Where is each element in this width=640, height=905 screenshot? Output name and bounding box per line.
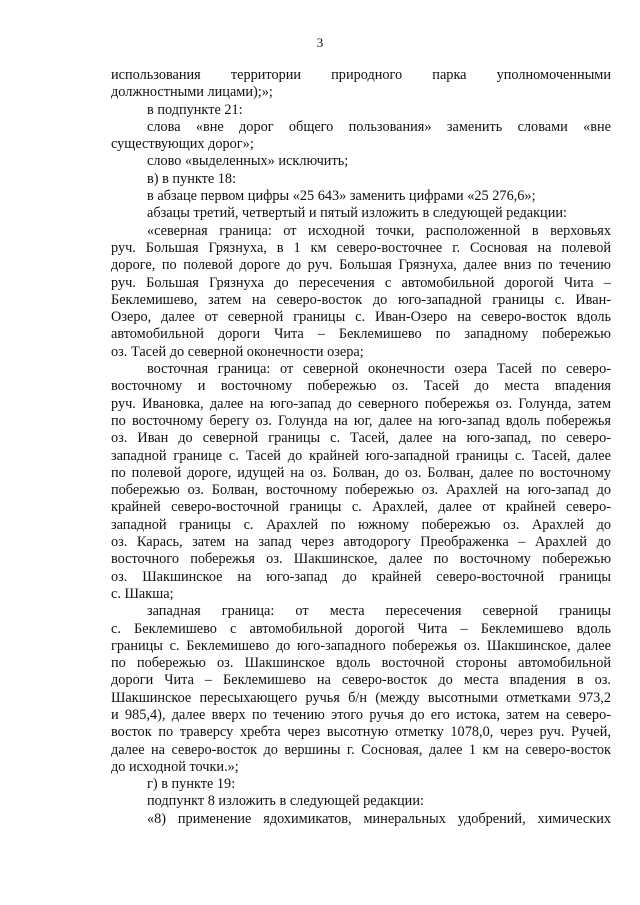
text-line: западной границы с. Арахлей по южному побережью оз. Арахлей до: [111, 516, 611, 533]
text-line: крайней северо-восточной границы с. Арахлей, далее от крайней северо-: [111, 499, 611, 516]
text-line: оз. Карась, затем на запад через автодорогу Преображенка – Арахлей до: [111, 534, 611, 551]
page-number: 3: [316, 35, 324, 50]
text-line: в подпункте 21:: [147, 101, 243, 118]
text-line: западной границе с. Тасей до крайней юго-западной границы с. Тасей, далее: [111, 447, 611, 464]
text-line: существующих дорог»;: [111, 136, 254, 153]
paragraph: [111, 811, 611, 828]
text-line: границы с. Беклемишево до юго-западного побережья оз. Шакшинское, далее: [111, 637, 611, 654]
text-line: побережью оз. Болван, восточному побережью оз. Арахлей на юго-запад до: [111, 482, 611, 499]
text-line: г) в пункте 19:: [147, 776, 236, 793]
paragraph: [111, 119, 611, 154]
paragraph: [111, 793, 611, 810]
text-line: дороги Чита – Беклемишево на северо-восток до места впадения в оз.: [111, 672, 611, 689]
text-line: восточная граница: от северной оконечности озера Тасей по северо-: [147, 361, 611, 378]
text-line: и 985,4), далее вверх по течению этого ручья до его истока, затем на северо-: [111, 706, 611, 723]
text-line: использования территории природного парка уполномоченными: [111, 67, 611, 83]
text-line: восток по траверсу хребта через высотную отметку 1078,0, через руч. Ручей,: [111, 724, 611, 741]
text-line: дороге, по полевой дороге до руч. Большая Грязнуха, далее вниз по течению: [111, 257, 611, 274]
text-line: по побережью оз. Шакшинское вдоль восточной стороны автомобильной: [111, 655, 611, 672]
text-line: подпункт 8 изложить в следующей редакции:: [147, 793, 424, 810]
paragraph: [111, 153, 611, 170]
text-line: восточного побережья оз. Шакшинское, далее по восточному побережью: [111, 551, 611, 568]
text-line: руч. Ивановка, далее на юго-запад до северного побережья оз. Голунда, затем: [111, 395, 611, 412]
text-line: оз. Иван до северной границы с. Тасей, далее на юго-запад, по северо-: [111, 430, 611, 447]
text-line: далее на северо-восток до вершины г. Сосновая, далее 1 км на северо-восток: [111, 741, 611, 758]
text-line: «8) применение ядохимикатов, минеральных удобрений, химических: [147, 810, 611, 827]
paragraph: [111, 188, 611, 205]
text-line: руч. Большая Грязнуха, в 1 км северо-восточнее г. Сосновая на полевой: [111, 239, 611, 256]
text-line: оз. Тасей до северной оконечности озера;: [111, 343, 364, 360]
text-line: западная граница: от места пересечения северной границы: [147, 603, 611, 620]
paragraph: [111, 102, 611, 119]
text-line: в абзаце первом цифры «25 643» заменить цифрами «25 276,6»;: [147, 188, 536, 205]
text-line: автомобильной дороги Чита – Беклемишево по западному побережью: [111, 326, 611, 343]
text-line: руч. Большая Грязнуха до пересечения с автомобильной дорогой Чита –: [111, 274, 611, 291]
text-line: Беклемишево, затем на северо-восток до юго-западной границы с. Иван-: [111, 291, 611, 308]
text-line: абзацы третий, четвертый и пятый изложить в следующей редакции:: [147, 205, 567, 222]
paragraph: [111, 603, 611, 776]
text-line: с. Беклемишево с автомобильной дорогой Чита – Беклемишево вдоль: [111, 620, 611, 637]
paragraph: [111, 223, 611, 361]
paragraph: [111, 171, 611, 188]
paragraph: [111, 776, 611, 793]
text-line: Шакшинское пересыхающего ручья б/н (между высотными отметками 973,2: [111, 689, 611, 706]
text-line: должностными лицами);»;: [111, 84, 273, 101]
text-line: по полевой дороге, идущей на оз. Болван, до оз. Болван, далее по восточному: [111, 464, 611, 481]
text-line: слова «вне дорог общего пользования» заменить словами «вне: [147, 118, 611, 135]
text-line: до исходной точки.»;: [111, 758, 239, 775]
document-body: [111, 67, 611, 828]
text-line: с. Шакша;: [111, 585, 174, 602]
text-line: слово «выделенных» исключить;: [147, 153, 349, 170]
text-line: Озеро, далее от северной границы с. Иван-Озеро на северо-восток вдоль: [111, 309, 611, 326]
paragraph: [111, 361, 611, 603]
paragraph: [111, 205, 611, 222]
text-line: «северная граница: от исходной точки, расположенной в верховьях: [147, 222, 611, 239]
text-line: по восточному берегу оз. Голунда на юг, далее на юго-запад вдоль побережья: [111, 412, 611, 429]
paragraph: [111, 67, 611, 102]
text-line: оз. Шакшинское на юго-запад до крайней северо-восточной границы: [111, 568, 611, 585]
text-line: в) в пункте 18:: [147, 170, 237, 187]
text-line: восточному и восточному побережью оз. Тасей до места впадения: [111, 378, 611, 395]
